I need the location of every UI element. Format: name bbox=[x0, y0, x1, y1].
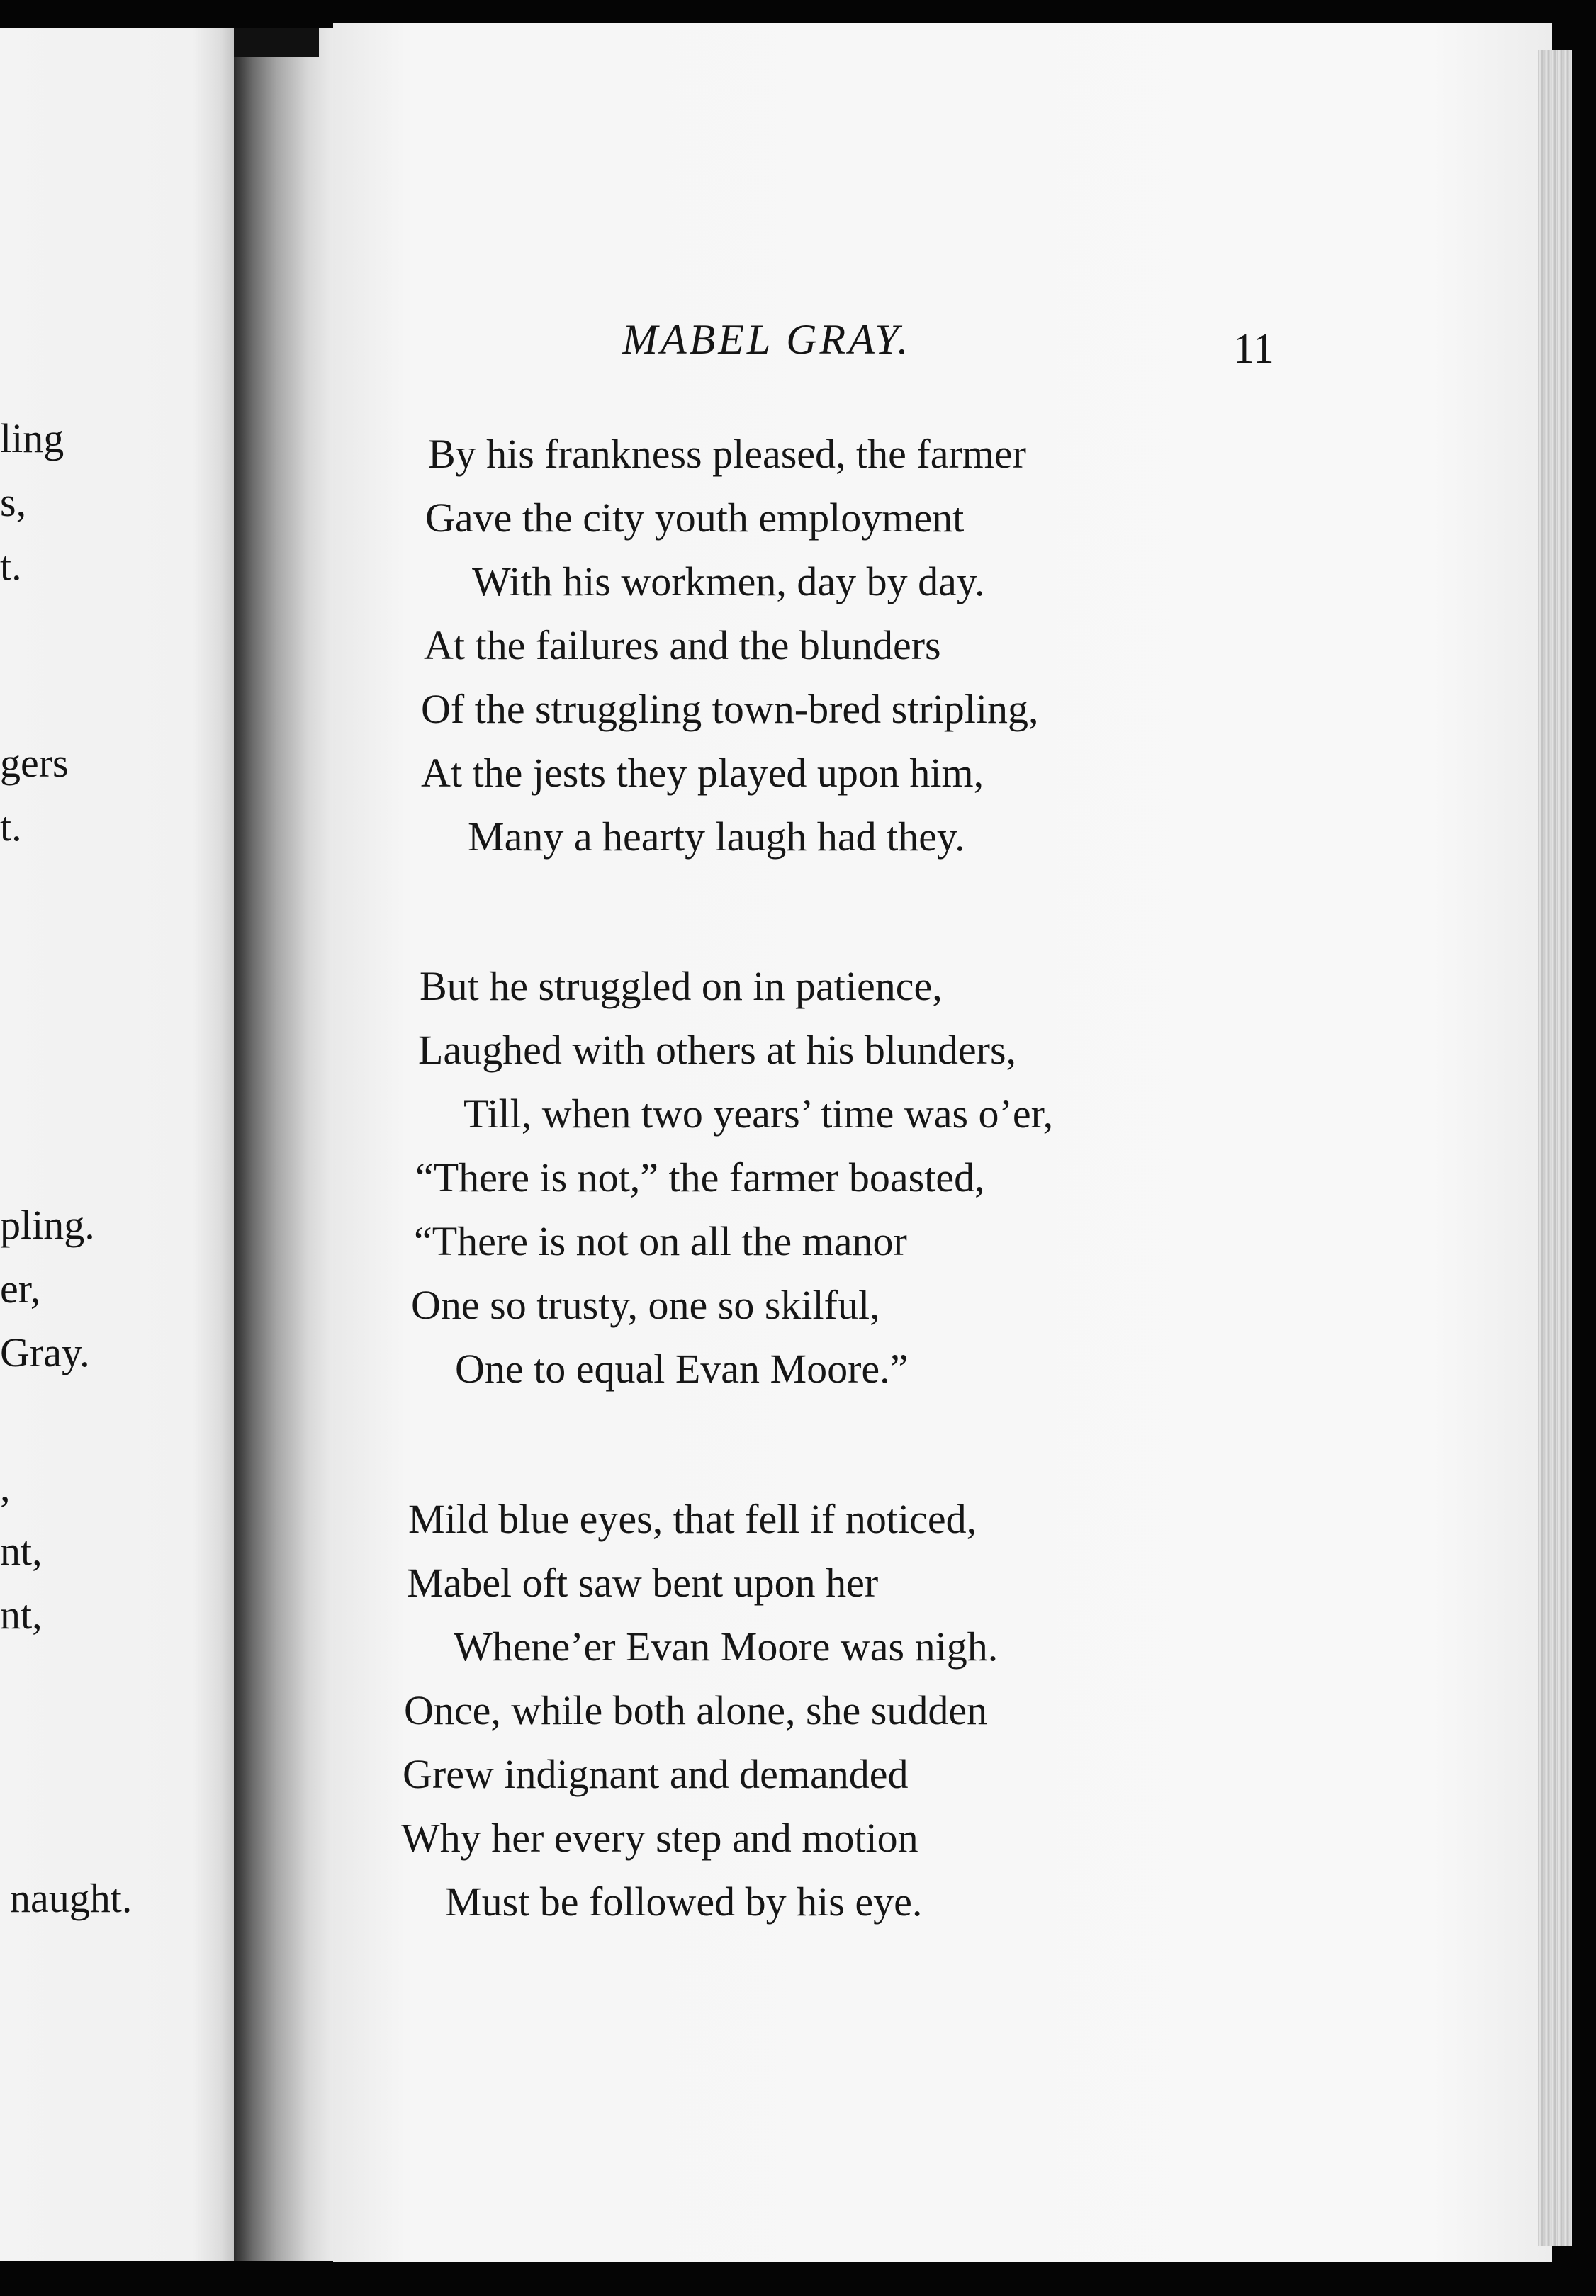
left-page-fragment: nt, bbox=[0, 1528, 43, 1574]
verse-line: But he struggled on in patience, bbox=[420, 963, 943, 1009]
verse-line: One to equal Evan Moore.” bbox=[455, 1346, 909, 1392]
left-page-fragment: s, bbox=[0, 479, 27, 525]
verse-line: Laughed with others at his blunders, bbox=[418, 1027, 1017, 1073]
verse-line: One so trusty, one so skilful, bbox=[411, 1282, 880, 1328]
verse-line: With his workmen, day by day. bbox=[472, 558, 985, 604]
verse-line: Once, while both alone, she sudden bbox=[404, 1687, 988, 1733]
left-page-fragment: gers bbox=[0, 740, 69, 786]
running-head: MABEL GRAY. bbox=[622, 316, 911, 363]
verse-line: Mild blue eyes, that fell if noticed, bbox=[408, 1496, 977, 1542]
left-page-fragment: t. bbox=[0, 804, 22, 850]
verse-line: By his frankness pleased, the farmer bbox=[428, 431, 1026, 477]
verse-line: Till, when two years’ time was o’er, bbox=[463, 1091, 1054, 1137]
left-page-fragment: pling. bbox=[0, 1202, 95, 1248]
verse-line: “There is not on all the manor bbox=[414, 1218, 907, 1264]
verse-line: Why her every step and motion bbox=[401, 1815, 918, 1861]
gutter-dark-edge bbox=[234, 28, 319, 57]
verse-line: At the jests they played upon him, bbox=[421, 750, 984, 796]
left-page-fragment: t. bbox=[0, 543, 22, 589]
verse-line: Must be followed by his eye. bbox=[445, 1879, 923, 1925]
page-edge bbox=[1538, 50, 1572, 2246]
left-page-fragment: er, bbox=[0, 1266, 41, 1312]
left-page-fragment: naught. bbox=[10, 1875, 133, 1921]
left-page-fragment: Gray. bbox=[0, 1329, 90, 1375]
page-number: 11 bbox=[1233, 325, 1274, 372]
verse-line: Of the struggling town-bred stripling, bbox=[421, 686, 1039, 732]
left-page-fragment: , bbox=[0, 1464, 11, 1510]
book-gutter bbox=[234, 28, 340, 2261]
verse-line: Gave the city youth employment bbox=[425, 495, 965, 541]
previous-page bbox=[0, 28, 241, 2261]
verse-line: Mabel oft saw bent upon her bbox=[407, 1560, 879, 1606]
left-page-fragment: nt, bbox=[0, 1592, 43, 1638]
verse-line: Grew indignant and demanded bbox=[403, 1751, 909, 1797]
verse-line: Many a hearty laugh had they. bbox=[468, 814, 965, 860]
left-page-fragment: ling bbox=[0, 415, 64, 461]
verse-line: Whene’er Evan Moore was nigh. bbox=[454, 1623, 999, 1670]
verse-line: At the failures and the blunders bbox=[424, 622, 941, 668]
verse-line: “There is not,” the farmer boasted, bbox=[415, 1154, 985, 1200]
current-page bbox=[333, 23, 1552, 2262]
